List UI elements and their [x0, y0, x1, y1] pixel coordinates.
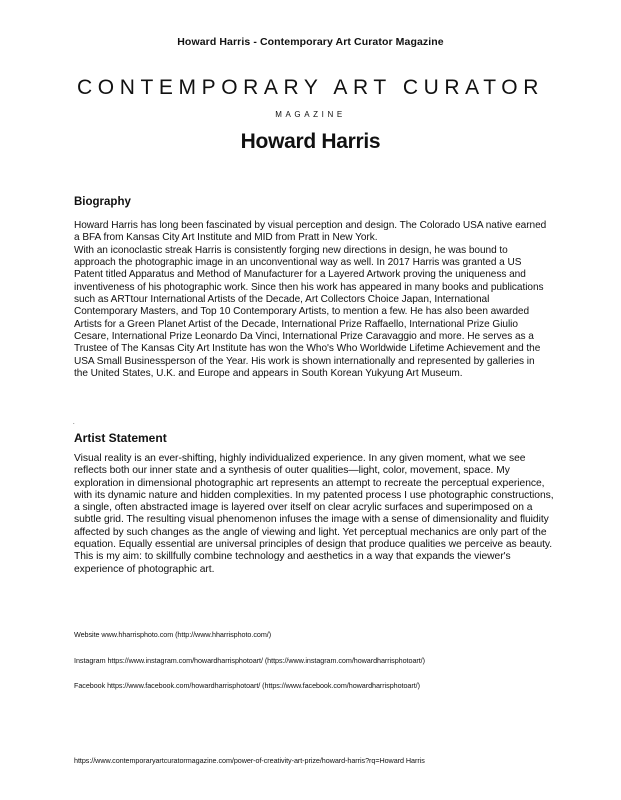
page-title: Howard Harris	[240, 130, 381, 153]
biography-text-content: Howard Harris has long been fascinated by visual perception and design. The Colorado USA native earned a BFA from Kansas City Art Institute and MID from Pratt in New York. With an iconoclastic streak Harris is consistently forging new directions in design, he was bound to approach the photographic image in an unconventional way as well. In 2017 Harris was granted a US Patent titled Apparatus and Method of Manufacturer for a Layered Artwork proving the uniqueness and inventiveness of his photographic work. Since then his work has appeared in many books and publications such as ARTtour International Artists of the Decade, Art Collectors Choice Japan, International Contemporary Masters, and Top 10 Contemporary Artists, to mention a few. He has also been awarded Artists for a Green Planet Artist of the Decade, International Prize Raffaello, International Prize Giulio Cesare, International Prize Leonardo Da Vinci, International Prize Caravaggio and more. He serves as a Trustee of The Kansas City Art Institute has won the Who's Who Worldwide Lifetime Achievement and the USA Small Businessperson of the Year. His work is shown internationally and represented by galleries in the United States, U.K. and Europe and appears in South Korean Yukyung Art Museum.	[74, 220, 547, 380]
website-link[interactable]: Website www.hharrisphoto.com (http://www.hharrisphoto.com/)	[74, 630, 272, 639]
biography-heading: Biography	[74, 196, 131, 208]
artist-statement-text-content: Visual reality is an ever-shifting, highly individualized experience. In any given moment, what we see reflects both our inner state and a synthesis of outer qualities—light, color, movement, space. My exploration in dimensional photographic art represents an attempt to recreate the perceptual experience, with its dynamic nature and hidden complexities. In my patented process I use photographic constructions, a single, often abstracted image is layered over itself on clear acrylic surfaces and superimposed on a subtle grid. The resulting visual phenomenon infuses the image with a sense of dimensionality and fluidity affected by such changes as the angle of viewing and light. Yet perceptual mechanics are only part of the equation. Equally essential are universal principles of design that produce qualities we perceive as beauty. This is my aim: to skillfully combine technology and aesthetics in a way that expands the viewer's experience of photographic art.	[74, 453, 554, 575]
magazine-masthead: CONTEMPORARY ART CURATOR	[77, 76, 544, 99]
biography-text	[74, 220, 550, 380]
magazine-masthead-subtitle: MAGAZINE	[275, 110, 346, 119]
document-header: Howard Harris - Contemporary Art Curator Magazine	[177, 36, 444, 48]
footer-source-url[interactable]: https://www.contemporaryartcuratormagazine.com/power-of-creativity-art-prize/howard-harris?rq=Howard Harris	[74, 756, 425, 765]
artist-statement-text	[74, 453, 554, 576]
facebook-link[interactable]: Facebook https://www.facebook.com/howardharrisphotoart/ (https://www.facebook.com/howardharrisphotoart/)	[74, 681, 420, 690]
instagram-link[interactable]: Instagram https://www.instagram.com/howardharrisphotoart/ (https://www.instagram.com/howardharrisphotoart/)	[74, 656, 425, 665]
artist-statement-heading: Artist Statement	[74, 431, 167, 445]
stray-mark: .	[73, 420, 75, 426]
